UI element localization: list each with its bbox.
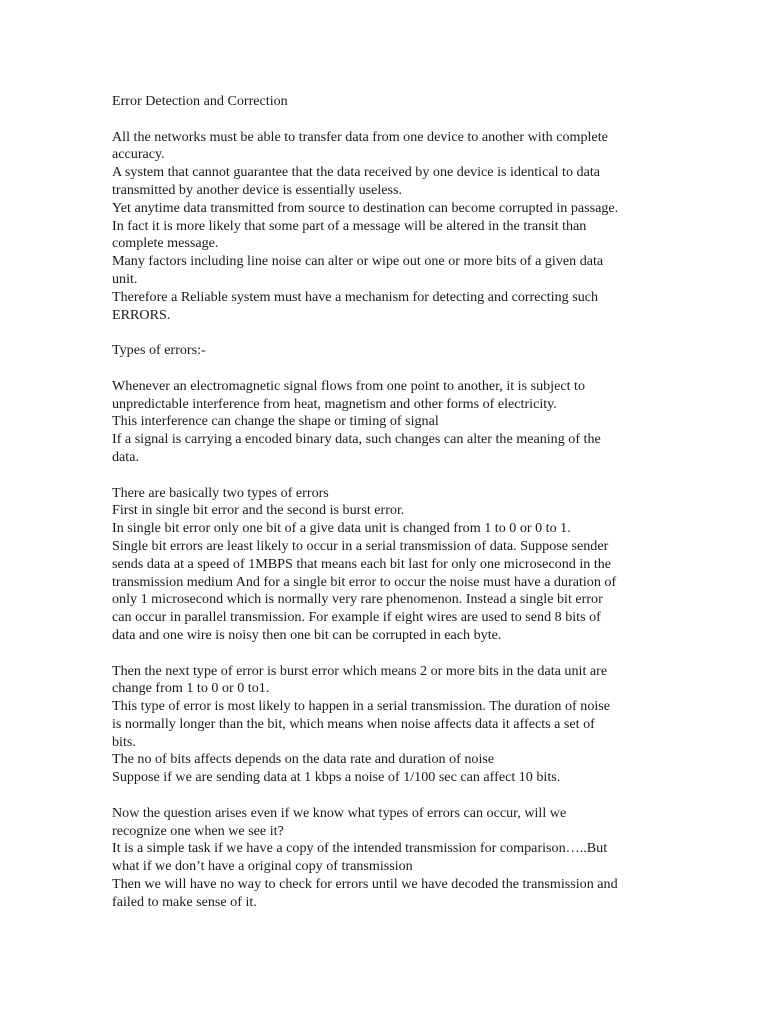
text-line: It is a simple task if we have a copy of the intended transmission for comparison…..But bbox=[112, 840, 608, 857]
text-line: The no of bits affects depends on the data rate and duration of noise bbox=[112, 751, 495, 768]
text-line: only 1 microsecond which is normally very rare phenomenon. Instead a single bit error bbox=[112, 591, 603, 608]
paragraph bbox=[112, 502, 657, 520]
section bbox=[112, 805, 657, 912]
paragraph bbox=[112, 129, 657, 165]
text-line: Yet anytime data transmitted from source to destination can become corrupted in passage. bbox=[112, 199, 619, 216]
text-line: This type of error is most likely to happen in a serial transmission. The duration of noise bbox=[112, 698, 611, 715]
paragraph bbox=[112, 538, 657, 645]
text-line: Types of errors:- bbox=[112, 342, 206, 359]
paragraph bbox=[112, 218, 657, 254]
paragraph bbox=[112, 805, 657, 841]
text-line: Suppose if we are sending data at 1 kbps a noise of 1/100 sec can affect 10 bits. bbox=[112, 769, 561, 786]
text-line: bits. bbox=[112, 733, 136, 750]
paragraph bbox=[112, 413, 657, 431]
text-line: transmission medium And for a single bit error to occur the noise must have a duration of bbox=[112, 573, 617, 590]
text-line: can occur in parallel transmission. For example if eight wires are used to send 8 bits of bbox=[112, 609, 601, 626]
text-line: change from 1 to 0 or 0 to1. bbox=[112, 680, 270, 697]
text-line: data and one wire is noisy then one bit can be corrupted in each byte. bbox=[112, 626, 502, 643]
paragraph bbox=[112, 253, 657, 289]
text-line: sends data at a speed of 1MBPS that means each bit last for only one microsecond in the bbox=[112, 555, 612, 572]
text-line: This interference can change the shape or timing of signal bbox=[112, 413, 439, 430]
section bbox=[112, 342, 657, 360]
paragraph bbox=[112, 751, 657, 769]
text-line: In fact it is more likely that some part of a message will be altered in the transit than bbox=[112, 217, 587, 234]
section bbox=[112, 129, 657, 325]
text-line: unpredictable interference from heat, magnetism and other forms of electricity. bbox=[112, 395, 557, 412]
text-line: A system that cannot guarantee that the data received by one device is identical to data bbox=[112, 164, 601, 181]
text-line: recognize one when we see it? bbox=[112, 822, 284, 839]
section bbox=[112, 378, 657, 467]
text-line: failed to make sense of it. bbox=[112, 893, 257, 910]
paragraph bbox=[112, 520, 657, 538]
text-line: Whenever an electromagnetic signal flows from one point to another, it is subject to bbox=[112, 377, 586, 394]
text-line: Then the next type of error is burst error which means 2 or more bits in the data unit are bbox=[112, 662, 608, 679]
paragraph bbox=[112, 698, 657, 751]
text-line: There are basically two types of errors bbox=[112, 484, 329, 501]
paragraph bbox=[112, 769, 657, 787]
text-line: is normally longer than the bit, which means when noise affects data it affects a set of bbox=[112, 715, 595, 732]
text-line: complete message. bbox=[112, 235, 219, 252]
paragraph bbox=[112, 378, 657, 414]
text-line: accuracy. bbox=[112, 146, 165, 163]
text-line: data. bbox=[112, 448, 139, 465]
blank-line bbox=[112, 467, 657, 485]
text-line: unit. bbox=[112, 270, 138, 287]
paragraph bbox=[112, 289, 657, 325]
blank-line bbox=[112, 787, 657, 805]
blank-line bbox=[112, 111, 657, 129]
blank-line bbox=[112, 324, 657, 342]
text-line: what if we don’t have a original copy of transmission bbox=[112, 858, 413, 875]
paragraph bbox=[112, 663, 657, 699]
section bbox=[112, 663, 657, 788]
blank-line bbox=[112, 645, 657, 663]
paragraph bbox=[112, 431, 657, 467]
text-line: If a signal is carrying a encoded binary data, such changes can alter the meaning of the bbox=[112, 431, 601, 448]
paragraph bbox=[112, 876, 657, 912]
section bbox=[112, 485, 657, 645]
text-line: First in single bit error and the second is burst error. bbox=[112, 502, 405, 519]
text-line: Single bit errors are least likely to occur in a serial transmission of data. Suppose sender bbox=[112, 537, 609, 554]
text-line: Now the question arises even if we know what types of errors can occur, will we bbox=[112, 804, 567, 821]
paragraph bbox=[112, 164, 657, 200]
text-line: Therefore a Reliable system must have a mechanism for detecting and correcting such bbox=[112, 288, 599, 305]
paragraph bbox=[112, 485, 657, 503]
text-line: ERRORS. bbox=[112, 306, 171, 323]
text-line: In single bit error only one bit of a give data unit is changed from 1 to 0 or 0 to 1. bbox=[112, 520, 571, 537]
blank-line bbox=[112, 360, 657, 378]
text-line: Many factors including line noise can alter or wipe out one or more bits of a given data bbox=[112, 253, 604, 270]
text-line: All the networks must be able to transfer data from one device to another with complete bbox=[112, 128, 608, 145]
paragraph bbox=[112, 200, 657, 218]
document-body bbox=[112, 129, 657, 912]
text-line: transmitted by another device is essentially useless. bbox=[112, 181, 403, 198]
document-title: Error Detection and Correction bbox=[112, 93, 288, 109]
paragraph bbox=[112, 342, 657, 360]
paragraph bbox=[112, 840, 657, 876]
document-page bbox=[112, 93, 657, 912]
text-line: Then we will have no way to check for errors until we have decoded the transmission and bbox=[112, 876, 618, 893]
